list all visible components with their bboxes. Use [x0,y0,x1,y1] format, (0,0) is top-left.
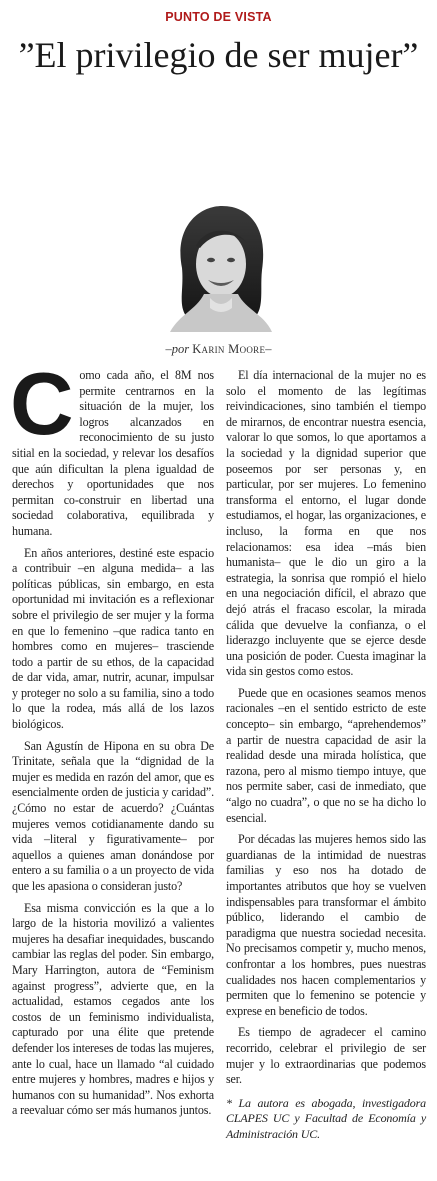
article-column-right [226,368,426,1148]
article-paragraph: Esa misma convicción es la que a lo largo de la historia movilizó a valientes mujeres ha desafiar inequidades, buscando cambiar las reglas del poder. Sin embargo, Mary Harrington, autora de “Feminism against progress”, advierte que, en la actualidad, estamos cegados ante los costos de un feminismo individualista, capturado por una élite que pretende defender los intereses de todas las mujeres, ante lo cual, hace un llamado “al cuidado entre mujeres y hombres, madres e hijos y humanos con su humanidad”. Nos exhorta a reevaluar cómo ser más humanos juntos. [12,900,214,1118]
byline-dash: – [165,342,172,356]
author-note: * La autora es abogada, investigadora CLAPES UC y Facultad de Economía y Administración UC. [226,1095,426,1141]
drop-cap: C [10,354,74,453]
article-paragraph: Puede que en ocasiones seamos menos racionales –en el sentido estricto de este concepto– sin embargo, “aprehendemos” a partir de nuestra capacidad de asir la realidad desde una mirada holística, que razona, pero al mismo tiempo intuye, que nos permite saber, casi de inmediato, que “algo no cuadra”, o que no se ha dicho lo esencial. [226,685,426,825]
article-paragraph: San Agustín de Hipona en su obra De Trinitate, señala que la “dignidad de la mujer es medida en razón del amor, que es esencialmente orden de justicia y caridad”. ¿Cómo no estar de acuerdo? ¿Cuántas mujeres vemos cotidianamente dando su vida –literal y figurativamente– por aquellos a quienes aman donándose por entero a su familia o a un proyecto de vida que les apasiona o consideran justo? [12,738,214,893]
article-paragraph: Por décadas las mujeres hemos sido las guardianas de la intimidad de nuestras familias y eso nos ha dotado de importantes atributos que hoy se vuelven indispensables para transformar el ámbito público, liderando el cambio de paradigma que nuestra sociedad necesita. No precisamos competir y, mucho menos, confrontar a los hombres, pues nuestras cualidades nos hacen complementarios y permiten que lo femenino se potencie y exprese en beneficio de todos. [226,832,426,1018]
article-paragraph: El día internacional de la mujer no es solo el momento de las legítimas reivindicaciones, sino también el tiempo de mirarnos, de encontrar nuestra esencia, valorar lo que somos, lo que aportamos a la sociedad y la dignidad superior que poseemos por ser personas y, en particular, por ser mujeres. Lo femenino transforma el entorno, el lugar donde estudiamos, el hogar, las organizaciones, e incluso, la forma en que nos relacionamos: esa idea –más bien humanista– que le dio un giro a la estrategia, la sonrisa que rompió el hielo en una negociación difícil, el abrazo que dejó atrás el fracaso escolar, la mirada cálida que devuelve la confianza, o el liderazgo incluyente que se ejerce desde una posición de poder. Cuesta imaginar la vida sin gestos como estos. [226,368,426,679]
author-photo [160,198,280,333]
paragraph-text: omo cada año, el 8M nos permite centrarnos en la situación de la mujer, los logros alcanzados en reconocimiento de su justo sitial en la sociedad, y relevar los desafíos que aún dificultan la plena igualdad de derechos y oportunidades que nos permitan co-construir en libertad una sociedad colaborativa, equilibrada y humana. [12,368,214,538]
article-paragraph [10,354,214,540]
article-title: ”El privilegio de ser mujer” [18,35,419,75]
byline-dash: – [265,342,272,356]
article-paragraph: Es tiempo de agradecer el camino recorrido, celebrar el privilegio de ser mujer y lo extraordinarias que podemos ser. [226,1025,426,1087]
article-paragraph: En años anteriores, destiné este espacio a contribuir –en alguna medida– a las políticas públicas, sin embargo, en esta oportunidad mi invitación es a reflexionar sobre el privilegio de ser mujer y la forma en que lo femenino –que radica tanto en hombres como en mujeres– trasciende todo a partir de su ethos, de la capacidad de dar vida, amar, nutrir, acunar, impulsar y proteger no solo a su familia, sino a todo lo que la rodea, más allá de los lazos biológicos. [12,545,214,732]
section-kicker: PUNTO DE VISTA [165,10,272,24]
author-name: Karin Moore [192,342,266,356]
article-column-left [10,354,214,1125]
byline-por: por [171,342,190,356]
